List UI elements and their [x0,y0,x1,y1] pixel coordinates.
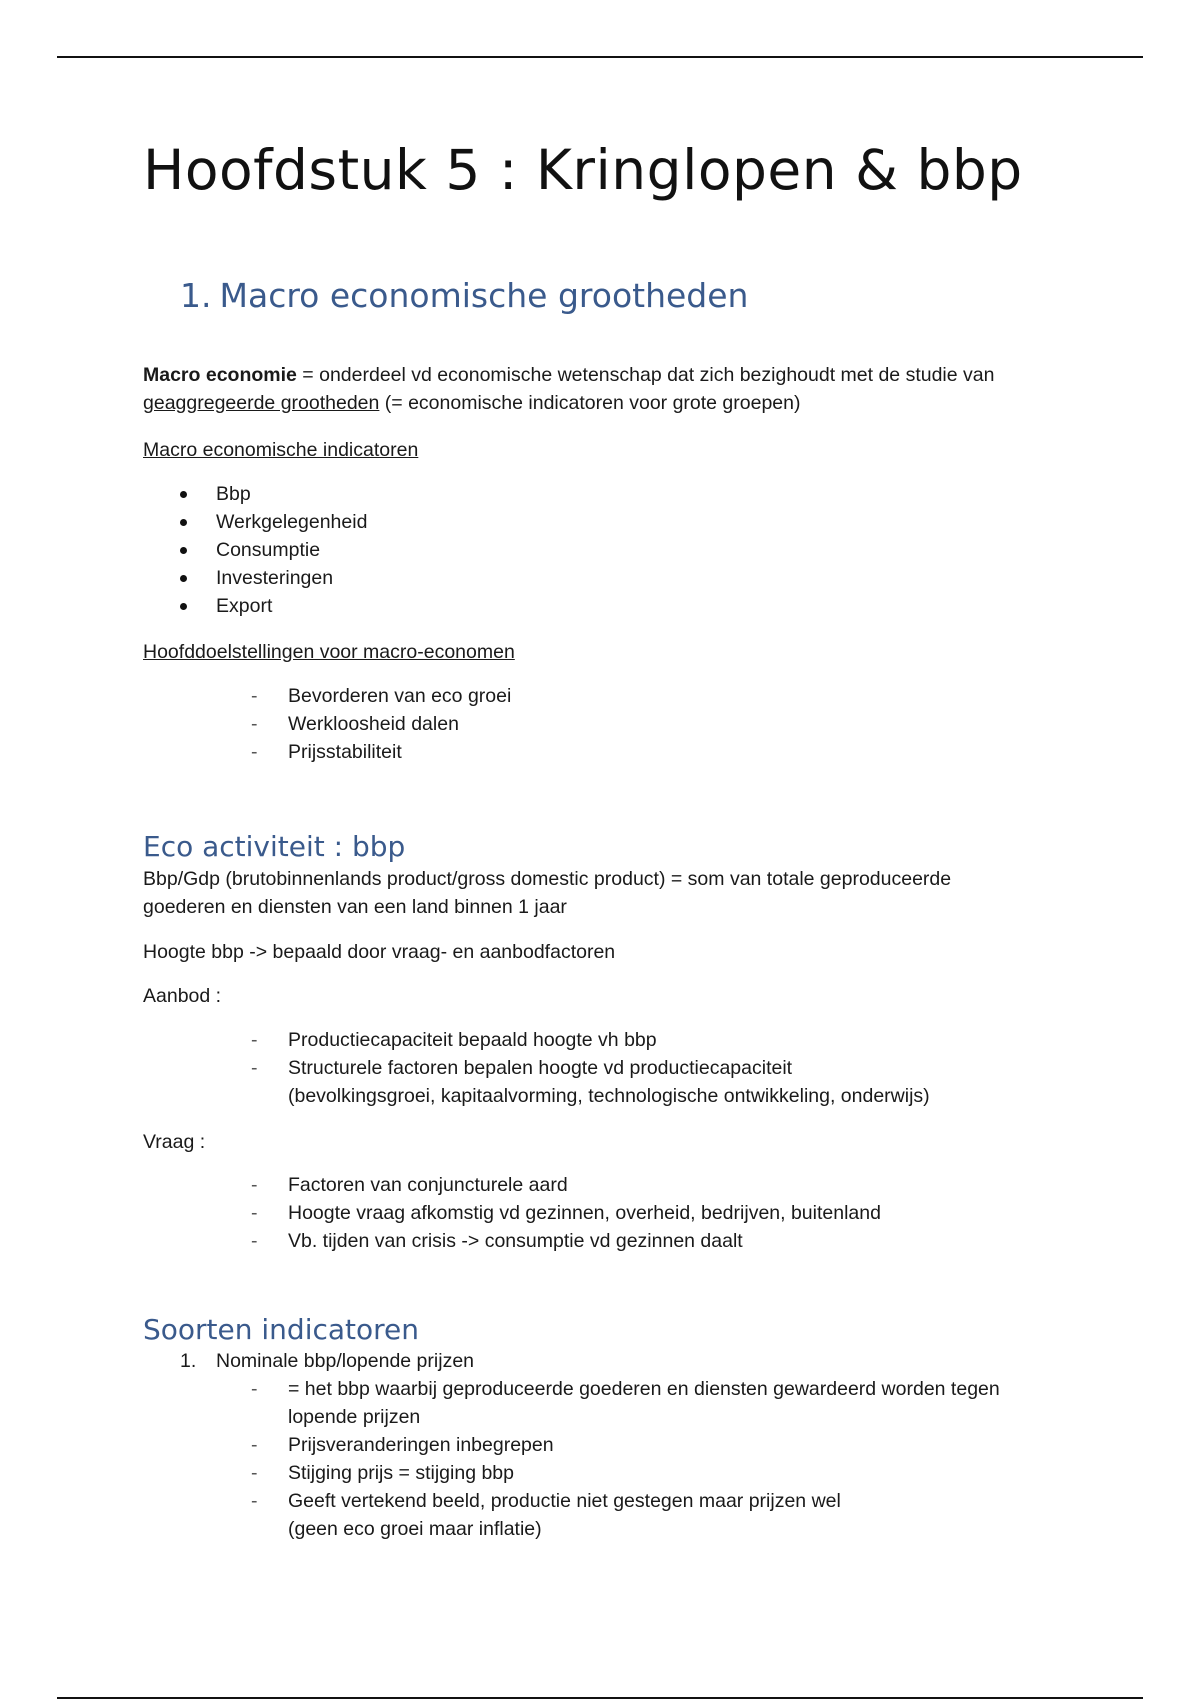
supply-label: Aanbod : [143,985,222,1007]
list-item: Export [178,592,367,620]
list-item [251,1375,1000,1431]
top-rule [57,56,1143,58]
list-item [251,1054,930,1110]
list-item-line: Structurele factoren bepalen hoogte vd productiecapaciteit [288,1057,793,1079]
list-item-number: 1. [180,1350,197,1372]
list-item: - Werkloosheid dalen [251,710,511,738]
definition-text: = onderdeel vd economische wetenschap dat zich bezighoudt met de studie van [296,364,995,386]
demand-label: Vraag : [143,1131,206,1153]
indicators-label: Macro economische indicatoren [143,439,419,461]
section-heading-indicators: Soorten indicatoren [143,1313,420,1346]
list-item: - Factoren van conjuncturele aard [251,1171,881,1199]
list-item [251,1487,1000,1543]
section-heading-macro [180,276,748,315]
goals-label: Hoofddoelstellingen voor macro-economen [143,641,515,663]
section-heading-bbp: Eco activiteit : bbp [143,830,406,863]
nominal-bbp-list [251,1375,1000,1543]
list-item: - Stijging prijs = stijging bbp [251,1459,1000,1487]
section-number: 1. [180,276,212,315]
bbp-definition-line-1: Bbp/Gdp (brutobinnenlands product/gross domestic product) = som van totale geproduceerde [143,868,952,890]
list-item-line: lopende prijzen [288,1406,421,1428]
list-item-line: (geen eco groei maar inflatie) [288,1518,542,1540]
macro-definition [143,361,994,417]
definition-underlined: geaggregeerde grootheden [143,392,380,414]
list-item: - Hoogte vraag afkomstig vd gezinnen, overheid, bedrijven, buitenland [251,1199,881,1227]
bbp-definition-line-2: goederen en diensten van een land binnen 1 jaar [143,896,567,918]
definition-term: Macro economie [143,364,297,386]
list-item [180,1347,474,1375]
list-item: - Prijsveranderingen inbegrepen [251,1431,1000,1459]
list-item: - Productiecapaciteit bepaald hoogte vh bbp [251,1026,930,1054]
bbp-height: Hoogte bbp -> bepaald door vraag- en aanbodfactoren [143,941,616,963]
list-item-line: Geeft vertekend beeld, productie niet gestegen maar prijzen wel [288,1490,841,1512]
indicator-types-list [180,1347,474,1375]
list-item: Investeringen [178,564,367,592]
bottom-rule [57,1697,1143,1699]
list-item: Werkgelegenheid [178,508,367,536]
section-title: Macro economische grootheden [219,276,749,315]
list-item: Consumptie [178,536,367,564]
list-item: - Vb. tijden van crisis -> consumptie vd gezinnen daalt [251,1227,881,1255]
list-item: Bbp [178,480,367,508]
list-item-line: = het bbp waarbij geproduceerde goederen en diensten gewardeerd worden tegen [288,1378,1000,1400]
supply-list [251,1026,930,1110]
definition-text-2: (= economische indicatoren voor grote groepen) [379,392,801,414]
list-item-line: (bevolkingsgroei, kapitaalvorming, technologische ontwikkeling, onderwijs) [288,1085,930,1107]
page-title: Hoofdstuk 5 : Kringlopen & bbp [143,138,1023,202]
list-item: - Bevorderen van eco groei [251,682,511,710]
list-item: - Prijsstabiliteit [251,738,511,766]
bbp-definition [143,865,951,921]
demand-list [251,1171,881,1255]
indicators-list [178,480,367,620]
goals-list [251,682,511,766]
list-item-label: Nominale bbp/lopende prijzen [216,1350,475,1372]
